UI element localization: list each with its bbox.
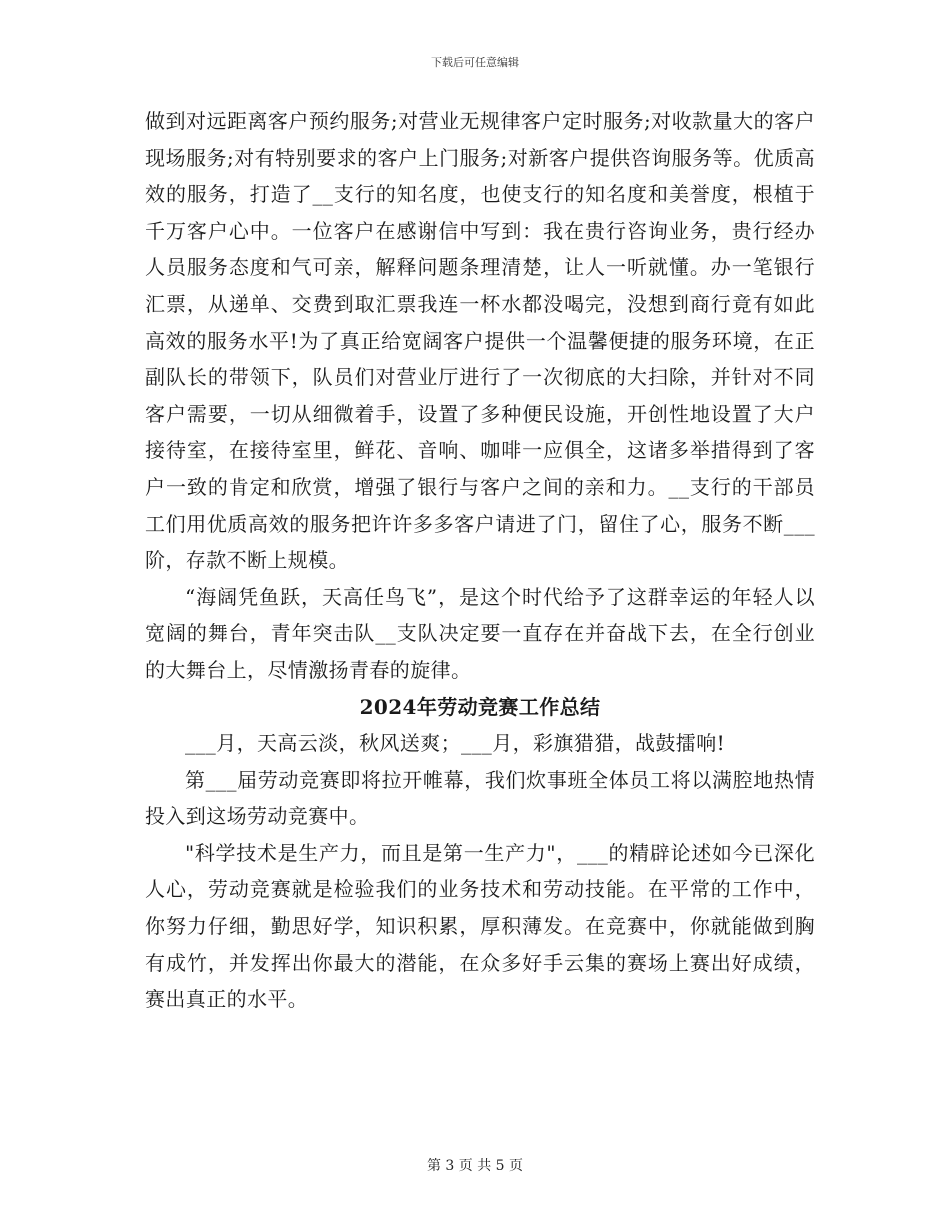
page-indicator: 第 3 页 共 5 页: [426, 1158, 524, 1174]
paragraph-5: "科学技术是生产力，而且是第一生产力"，___的精辟论述如今已深化人心，劳动竞赛就是检验我们的业务技术和劳动技能。在平常的工作中，你努力仔细，勤思好学，知识积累，厚积薄发。在竞赛中，你就能做到胸有成竹，并发挥出你最大的潜能，在众多好手云集的赛场上赛出好成绩，赛出真正的水平。: [145, 840, 815, 1012]
paragraph-4: 第___届劳动竞赛即将拉开帷幕，我们炊事班全体员工将以满腔地热情投入到这场劳动竞赛中。: [145, 767, 815, 829]
page-header-note: 下载后可任意编辑: [431, 56, 519, 69]
section-title: 2024年劳动竞赛工作总结: [359, 694, 601, 719]
paragraph-2: “海阔凭鱼跃，天高任鸟飞”，是这个时代给予了这群幸运的年轻人以宽阔的舞台，青年突击队__支队决定要一直存在并奋战下去，在全行创业的大舞台上，尽情激扬青春的旋律。: [145, 584, 815, 682]
paragraph-3: ___月，天高云淡，秋风送爽；___月，彩旗猎猎，战鼓擂响!: [185, 731, 726, 756]
document-body: [145, 103, 815, 1018]
paragraph-1: 做到对远距离客户预约服务;对营业无规律客户定时服务;对收款量大的客户现场服务;对有特别要求的客户上门服务;对新客户提供咨询服务等。优质高效的服务，打造了__支行的知名度，也使支行的知名度和美誉度，根植于千万客户心中。一位客户在感谢信中写到：我在贵行咨询业务，贵行经办人员服务态度和气可亲，解释问题条理清楚，让人一听就懂。办一笔银行汇票，从递单、交费到取汇票我连一杯水都没喝完，没想到商行竟有如此高效的服务水平!为了真正给宽阔客户提供一个温馨便捷的服务环境，在正副队长的带领下，队员们对营业厅进行了一次彻底的大扫除，并针对不同客户需要，一切从细微着手，设置了多种便民设施，开创性地设置了大户接待室，在接待室里，鲜花、音响、咖啡一应俱全，这诸多举措得到了客户一致的肯定和欣赏，增强了银行与客户之间的亲和力。__支行的干部员工们用优质高效的服务把许许多多客户请进了门，留住了心，服务不断___阶，存款不断上规模。: [145, 109, 815, 573]
